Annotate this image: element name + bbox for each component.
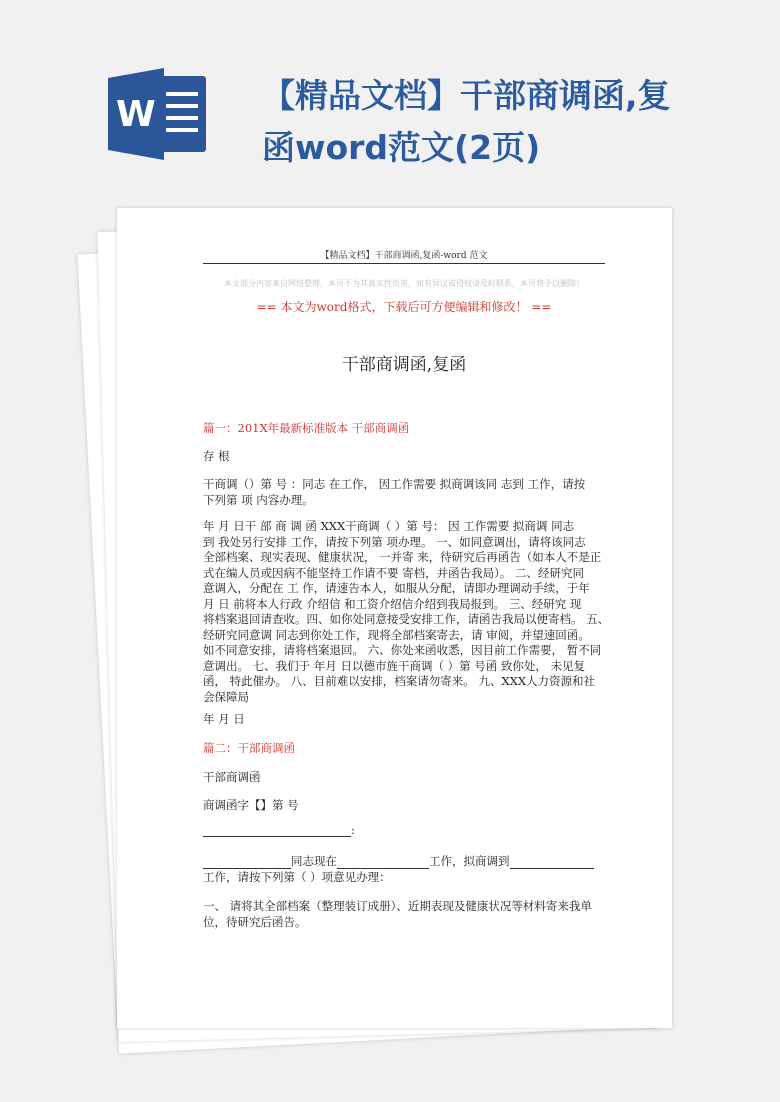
section-heading: 篇二：干部商调函	[203, 741, 295, 755]
paragraph-line: 经研究同意调 同志到你处工作，现将全部档案寄去，请 审阅，并望速回函。	[203, 627, 590, 642]
paragraph-line: 干商调（）第 号 ：同志 在工作， 因工作需要 拟商调该同 志到 工作，请按	[203, 477, 586, 491]
paragraph-line: 一、 请将其全部档案（整理装订成册）、近期表现及健康状况等材料寄来我单	[203, 899, 592, 913]
paragraph-line: 会保障局	[203, 689, 249, 704]
date: 年 月 日	[203, 712, 245, 726]
svg-text:W: W	[116, 94, 156, 135]
paragraph-line: 年 月 日干 部 商 调 函 XXX干商调（ ）第 号： 因 工作需要 拟商调 同志	[203, 519, 575, 533]
paragraph: 存 根	[203, 449, 230, 463]
document-page	[117, 208, 672, 1028]
paragraph-line: 月 日 前将本人行政 介绍信 和工资介绍信介绍到我局报到。 三、经研究 现	[203, 596, 582, 611]
word-logo-icon	[108, 68, 208, 160]
format-note: == 本文为word格式，下载后可方便编辑和修改！ ==	[256, 300, 552, 314]
page-header: 【精品文档】干部商调函,复函-word 范文	[203, 248, 605, 264]
paragraph-line: 意调入，分配在 工 作，请速告本人，如服从分配，请即办理调动手续，于年	[203, 581, 590, 595]
paragraph-line: 位，待研究后函告。	[203, 914, 307, 929]
paragraph: 工作，请按下列第（ ）项意见办理：	[203, 870, 391, 884]
paragraph: 商调函字【】第 号	[203, 798, 299, 812]
form-line: 同志现在 工作，拟商调到	[203, 853, 594, 869]
section-heading: 篇一：201X年最新标准版本 干部商调函	[203, 421, 410, 435]
paragraph-line: 将档案退回请查收。四、如你处同意接受安排工作，请函告我局以便寄档。 五、	[203, 612, 610, 626]
blank-line: :	[203, 823, 355, 837]
paragraph-line: 意调出。 七、我们于 年月 日以德市旌干商调（ ）第 号函 致你处， 未见复	[203, 658, 586, 673]
paragraph-line: 全部档案、现实表现、健康状况， 一并寄 来，待研究后再函告（如本人不是正	[203, 550, 602, 564]
paragraph-line: 式在编人员或因病不能坚持工作请不要 寄档，并函告我局）。 二、经研究同	[203, 565, 585, 580]
document-title: 干部商调函,复函	[341, 355, 467, 375]
paragraph-line: 如不同意安排，请将档案退回。 六、你处来函收悉，因目前工作需要， 暂不同	[203, 643, 602, 657]
paragraph-line: 到 我处另行安排 工作，请按下列第 项办理。 一、如同意调出，请将该同志	[203, 534, 586, 549]
banner-title: 【精品文档】干部商调函,复 函word范文(2页)	[262, 76, 671, 167]
disclaimer: 本文部分内容来自网络整理，本司不为其真实性负责，如有异议或侵权请及时联系，本司将予以删除！	[224, 279, 584, 288]
paragraph-line: 函， 特此催办。 八、目前难以安排，档案请勿寄来。 九、XXX人力资源和社	[203, 674, 596, 688]
paragraph: 干部商调函	[203, 770, 261, 784]
paragraph-line: 下列第 项 内容办理。	[203, 492, 314, 507]
